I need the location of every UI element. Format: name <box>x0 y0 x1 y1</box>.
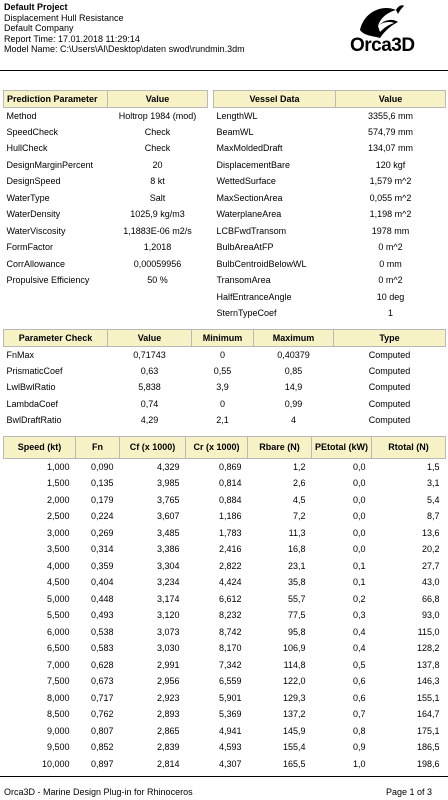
table-cell: 0,2 <box>352 593 366 604</box>
table-cell: 122,0 <box>282 676 306 687</box>
table-row <box>4 107 208 124</box>
table-cell: 4,329 <box>156 462 180 472</box>
table-cell: 50 % <box>147 275 168 286</box>
table-cell: 1,000 <box>46 462 70 472</box>
table-cell: 1,186 <box>218 511 242 522</box>
table-cell: 1,579 m^2 <box>369 176 412 187</box>
table-row <box>214 107 446 124</box>
table-row <box>4 574 446 591</box>
table-cell: 3,765 <box>156 494 180 505</box>
table-row <box>214 239 446 256</box>
table-cell: 0,314 <box>90 544 114 555</box>
table-cell: 0,85 <box>284 365 303 376</box>
table-cell: 20,2 <box>421 544 440 555</box>
table-row <box>4 223 208 240</box>
column-header: Speed (kt) <box>4 437 76 459</box>
table-row <box>4 723 446 740</box>
column-header: Value <box>108 91 208 108</box>
table-cell: 1025,9 kg/m3 <box>130 209 185 220</box>
column-header: Cr (x 1000) <box>186 437 248 459</box>
table-row <box>4 239 208 256</box>
table-cell: 7,2 <box>292 511 306 522</box>
table-cell: 1978 mm <box>371 225 410 236</box>
table-cell: 0,99 <box>284 398 303 409</box>
table-cell: 7,342 <box>218 659 242 670</box>
vessel-data-table <box>213 90 446 322</box>
table-cell: 7,500 <box>46 676 70 687</box>
report-title: Displacement Hull Resistance <box>4 12 124 23</box>
table-cell: 93,0 <box>421 610 440 621</box>
table-cell: 13,6 <box>421 527 440 538</box>
table-cell: WaterDensity <box>6 209 61 220</box>
table-cell: 0,7 <box>352 709 366 720</box>
table-cell: 0,00059956 <box>133 258 182 269</box>
resistance-results-table <box>3 436 446 772</box>
table-cell: Check <box>144 126 171 137</box>
table-cell: 0,4 <box>352 643 366 654</box>
table-cell: 0 mm <box>379 258 402 269</box>
table-cell: 3,607 <box>156 511 180 522</box>
table-cell: 2,416 <box>218 544 242 555</box>
table-cell: 8,170 <box>218 643 242 654</box>
table-cell: 3,174 <box>156 593 180 604</box>
column-header: Minimum <box>192 330 254 347</box>
table-cell: 0,717 <box>90 692 114 703</box>
page-number: Page 1 of 3 <box>385 787 432 797</box>
page-footer <box>0 776 448 800</box>
table-cell: 1,2018 <box>143 242 172 253</box>
table-row <box>4 706 446 723</box>
table-cell: 1 <box>387 308 393 319</box>
table-row <box>214 272 446 289</box>
table-cell: 175,1 <box>416 725 440 736</box>
table-row <box>4 739 446 756</box>
table-cell: 8 kt <box>150 176 165 187</box>
table-cell: 145,9 <box>282 725 306 736</box>
table-cell: 2,6 <box>292 478 306 489</box>
table-cell: 0,224 <box>90 511 114 522</box>
table-cell: 5,838 <box>138 382 161 393</box>
table-cell: 115,0 <box>417 626 440 637</box>
table-cell: LambdaCoef <box>6 398 59 409</box>
table-cell: Salt <box>149 192 166 203</box>
table-cell: 0,1 <box>352 577 366 588</box>
table-cell: 0,897 <box>90 758 114 769</box>
table-cell: 1,0 <box>352 758 366 769</box>
table-cell: 0,179 <box>90 494 114 505</box>
column-header: Prediction Parameter <box>4 91 108 108</box>
table-row <box>4 541 446 558</box>
table-cell: 134,07 mm <box>367 143 414 154</box>
table-cell: WaterViscosity <box>6 225 66 236</box>
column-header: PEtotal (kW) <box>312 437 372 459</box>
column-header: Value <box>108 330 192 347</box>
column-header: Value <box>336 91 446 108</box>
table-cell: 0,538 <box>90 626 114 637</box>
table-cell: 9,500 <box>46 742 70 753</box>
table-cell: 8,500 <box>46 709 70 720</box>
table-row <box>4 157 208 174</box>
table-cell: 2,822 <box>218 560 242 571</box>
table-cell: 106,9 <box>282 643 306 654</box>
table-cell: 120 kgf <box>375 159 406 170</box>
table-cell: 1,500 <box>46 478 70 489</box>
table-cell: Computed <box>368 415 411 426</box>
table-cell: 0,807 <box>90 725 114 736</box>
table-cell: 186,5 <box>416 742 440 753</box>
table-row <box>4 657 446 674</box>
table-cell: Computed <box>368 398 411 409</box>
table-cell: 8,7 <box>426 511 440 522</box>
table-cell: 4 <box>290 415 296 426</box>
table-cell: 1,783 <box>218 527 242 538</box>
table-cell: 9,000 <box>46 725 70 736</box>
table-row <box>4 173 208 190</box>
table-cell: 1,2 <box>292 462 306 472</box>
table-cell: 0,359 <box>90 560 114 571</box>
table-row <box>4 475 446 492</box>
table-cell: HalfEntranceAngle <box>216 291 292 302</box>
table-cell: 2,000 <box>46 494 70 505</box>
table-cell: LengthWL <box>216 110 258 121</box>
table-row <box>214 190 446 207</box>
table-row <box>214 305 446 322</box>
table-cell: 129,3 <box>282 692 306 703</box>
orca3d-logo <box>340 2 440 56</box>
table-cell: 0 <box>219 398 225 409</box>
table-cell: 0,673 <box>90 676 114 687</box>
table-cell: 0,55 <box>213 365 232 376</box>
table-cell: 2,991 <box>156 659 180 670</box>
table-cell: 3,386 <box>156 544 180 555</box>
table-cell: 1,198 m^2 <box>369 209 412 220</box>
table-cell: 3,030 <box>156 643 180 654</box>
table-cell: 128,2 <box>416 643 440 654</box>
table-cell: FnMax <box>6 349 35 360</box>
table-row <box>4 690 446 707</box>
table-cell: 8,742 <box>218 626 242 637</box>
table-cell: 1,5 <box>426 462 440 472</box>
table-cell: BulbCentroidBelowWL <box>216 258 307 269</box>
header-divider <box>0 70 448 71</box>
table-cell: WaterType <box>6 192 50 203</box>
table-cell: Computed <box>368 382 411 393</box>
column-header: Fn <box>76 437 120 459</box>
table-row <box>4 508 446 525</box>
table-cell: 20 <box>152 159 163 170</box>
table-cell: 0,090 <box>90 462 114 472</box>
report-header <box>4 2 344 55</box>
table-cell: 0,3 <box>352 610 366 621</box>
table-cell: 66,8 <box>421 593 440 604</box>
table-cell: 3,500 <box>46 544 70 555</box>
table-cell: 6,612 <box>218 593 242 604</box>
table-row <box>4 459 446 476</box>
table-row <box>214 140 446 157</box>
table-cell: 0,448 <box>90 593 114 604</box>
table-cell: 4,500 <box>46 577 70 588</box>
table-cell: 8,232 <box>218 610 242 621</box>
table-row <box>4 525 446 542</box>
table-cell: 2,500 <box>46 511 70 522</box>
parameter-check-table <box>3 329 446 429</box>
table-cell: 43,0 <box>421 577 440 588</box>
table-cell: Computed <box>368 365 411 376</box>
table-row <box>4 624 446 641</box>
table-cell: 0,0 <box>352 511 366 522</box>
table-cell: 0,762 <box>90 709 114 720</box>
table-cell: 164,7 <box>416 709 440 720</box>
table-cell: 4,593 <box>218 742 242 753</box>
table-cell: 0,493 <box>90 610 114 621</box>
company-name: Default Company <box>4 23 74 33</box>
table-cell: 14,9 <box>284 382 303 393</box>
table-cell: 0,8 <box>352 725 366 736</box>
table-row <box>4 379 446 396</box>
table-cell: 574,79 mm <box>367 126 414 137</box>
table-cell: 155,1 <box>416 692 440 703</box>
table-cell: 1,1883E-06 m2/s <box>123 225 192 236</box>
table-cell: 0,852 <box>90 742 114 753</box>
table-cell: MaxSectionArea <box>216 192 283 203</box>
table-cell: 10 deg <box>376 291 405 302</box>
table-cell: 3,304 <box>156 560 180 571</box>
table-row <box>214 124 446 141</box>
table-cell: 0,1 <box>352 560 366 571</box>
project-name: Default Project <box>4 2 68 12</box>
table-cell: 2,865 <box>156 725 180 736</box>
table-row <box>4 558 446 575</box>
table-row <box>4 272 208 289</box>
table-row <box>4 591 446 608</box>
table-cell: 0,9 <box>352 742 366 753</box>
table-cell: HullCheck <box>6 143 48 154</box>
table-cell: 5,000 <box>46 593 70 604</box>
table-cell: 0,055 m^2 <box>369 192 412 203</box>
table-row <box>4 756 446 773</box>
table-cell: 3,073 <box>156 626 180 637</box>
table-cell: 0,0 <box>352 544 366 555</box>
table-cell: 137,2 <box>282 709 306 720</box>
table-cell: 0,0 <box>352 462 366 472</box>
table-cell: 0,269 <box>90 527 114 538</box>
table-cell: 3355,6 mm <box>367 110 414 121</box>
table-row <box>4 640 446 657</box>
table-cell: 4,941 <box>218 725 242 736</box>
table-cell: 35,8 <box>287 577 306 588</box>
table-cell: 27,7 <box>421 560 440 571</box>
table-cell: 0,74 <box>140 398 159 409</box>
column-header: Vessel Data <box>214 91 336 108</box>
table-cell: 5,369 <box>218 709 242 720</box>
prediction-parameter-table <box>3 90 208 289</box>
table-cell: 0 <box>219 349 225 360</box>
table-cell: 2,893 <box>156 709 180 720</box>
table-row <box>4 206 208 223</box>
table-cell: 4,5 <box>292 494 306 505</box>
table-cell: 114,8 <box>283 659 306 670</box>
table-cell: 0,0 <box>352 478 366 489</box>
table-cell: LCBFwdTransom <box>216 225 287 236</box>
table-cell: 4,307 <box>218 758 242 769</box>
table-cell: 3,234 <box>156 577 180 588</box>
table-cell: 146,3 <box>416 676 440 687</box>
column-header: Maximum <box>254 330 334 347</box>
report-time: Report Time: 17.01.2018 11:29:14 <box>4 33 140 44</box>
table-cell: 165,5 <box>282 758 306 769</box>
table-cell: 6,000 <box>46 626 70 637</box>
table-cell: Computed <box>368 349 411 360</box>
table-cell: 5,500 <box>46 610 70 621</box>
table-row <box>214 206 446 223</box>
table-cell: 3,485 <box>156 527 180 538</box>
table-cell: 155,4 <box>282 742 306 753</box>
table-cell: 0,869 <box>218 462 242 472</box>
table-cell: MaxMoldedDraft <box>216 143 283 154</box>
table-cell: DesignSpeed <box>6 176 61 187</box>
table-row <box>4 607 446 624</box>
table-cell: PrismaticCoef <box>6 365 63 376</box>
footer-product: Orca3D - Marine Design Plug-in for Rhinoceros <box>4 787 193 797</box>
table-cell: 6,559 <box>218 676 242 687</box>
table-cell: BulbAreaAtFP <box>216 242 274 253</box>
table-row <box>4 396 446 413</box>
table-cell: SternTypeCoef <box>216 308 277 319</box>
table-cell: 0,40379 <box>277 349 310 360</box>
table-row <box>4 190 208 207</box>
table-cell: 5,4 <box>426 494 440 505</box>
table-cell: 4,424 <box>218 577 242 588</box>
table-cell: 3,1 <box>426 478 440 489</box>
table-cell: 0,814 <box>218 478 242 489</box>
table-row <box>214 223 446 240</box>
table-cell: DisplacementBare <box>216 159 291 170</box>
table-cell: 0,583 <box>90 643 114 654</box>
table-row <box>4 673 446 690</box>
table-cell: 10,000 <box>41 758 70 769</box>
table-cell: 55,7 <box>287 593 306 604</box>
table-cell: 5,901 <box>218 692 242 703</box>
table-cell: 137,8 <box>416 659 440 670</box>
table-cell: 2,839 <box>156 742 180 753</box>
table-row <box>214 256 446 273</box>
table-cell: 0,6 <box>352 692 366 703</box>
table-cell: Check <box>144 143 171 154</box>
table-cell: 7,000 <box>46 659 70 670</box>
table-row <box>4 256 208 273</box>
logo-text: Orca3D <box>350 35 415 56</box>
table-cell: Holtrop 1984 (mod) <box>118 110 197 121</box>
column-header: Parameter Check <box>4 330 108 347</box>
table-cell: 0,4 <box>352 626 366 637</box>
table-cell: 0,0 <box>352 494 366 505</box>
table-cell: 2,956 <box>156 676 180 687</box>
table-row <box>4 124 208 141</box>
table-cell: 23,1 <box>287 560 306 571</box>
table-row <box>4 140 208 157</box>
table-cell: BeamWL <box>216 126 254 137</box>
table-cell: 0,63 <box>140 365 159 376</box>
table-row <box>214 157 446 174</box>
table-cell: 0 m^2 <box>378 242 403 253</box>
table-cell: 198,6 <box>416 758 440 769</box>
table-cell: 95,8 <box>287 626 306 637</box>
table-cell: 3,120 <box>156 610 180 621</box>
column-header: Rbare (N) <box>248 437 312 459</box>
table-row <box>214 173 446 190</box>
table-row <box>4 363 446 380</box>
table-cell: 0,135 <box>90 478 114 489</box>
table-cell: Propulsive Efficiency <box>6 275 90 286</box>
table-cell: 0 m^2 <box>378 275 403 286</box>
table-cell: BwlDraftRatio <box>6 415 62 426</box>
table-cell: 3,9 <box>216 382 229 393</box>
column-header: Rtotal (N) <box>372 437 446 459</box>
table-cell: 2,923 <box>156 692 180 703</box>
table-cell: 4,000 <box>46 560 70 571</box>
table-cell: 0,5 <box>352 659 366 670</box>
table-row <box>214 289 446 306</box>
table-cell: CorrAllowance <box>6 258 66 269</box>
model-name: Model Name: C:\Users\Al\Desktop\daten swod\rundmin.3dm <box>4 44 245 54</box>
table-row <box>4 492 446 509</box>
table-cell: WaterplaneArea <box>216 209 282 220</box>
table-cell: 3,985 <box>156 478 180 489</box>
table-cell: FormFactor <box>6 242 54 253</box>
table-row <box>4 412 446 429</box>
table-cell: 3,000 <box>46 527 70 538</box>
table-cell: 11,3 <box>288 527 306 538</box>
table-cell: WettedSurface <box>216 176 276 187</box>
table-cell: 0,404 <box>90 577 114 588</box>
table-cell: 0,0 <box>352 527 366 538</box>
table-cell: 6,500 <box>46 643 70 654</box>
table-row <box>4 346 446 363</box>
table-cell: 0,6 <box>352 676 366 687</box>
table-cell: 0,628 <box>90 659 114 670</box>
table-cell: 0,71743 <box>133 349 166 360</box>
column-header: Type <box>334 330 446 347</box>
table-cell: LwlBwlRatio <box>6 382 56 393</box>
table-cell: 0,884 <box>218 494 242 505</box>
table-cell: SpeedCheck <box>6 126 59 137</box>
column-header: Cf (x 1000) <box>120 437 186 459</box>
table-cell: Method <box>6 110 37 121</box>
table-cell: 8,000 <box>46 692 70 703</box>
table-cell: 16,8 <box>287 544 306 555</box>
table-cell: 77,5 <box>287 610 306 621</box>
table-cell: 2,814 <box>156 758 180 769</box>
table-cell: 4,29 <box>140 415 159 426</box>
table-cell: DesignMarginPercent <box>6 159 94 170</box>
table-cell: TransomArea <box>216 275 271 286</box>
table-cell: 2,1 <box>216 415 229 426</box>
